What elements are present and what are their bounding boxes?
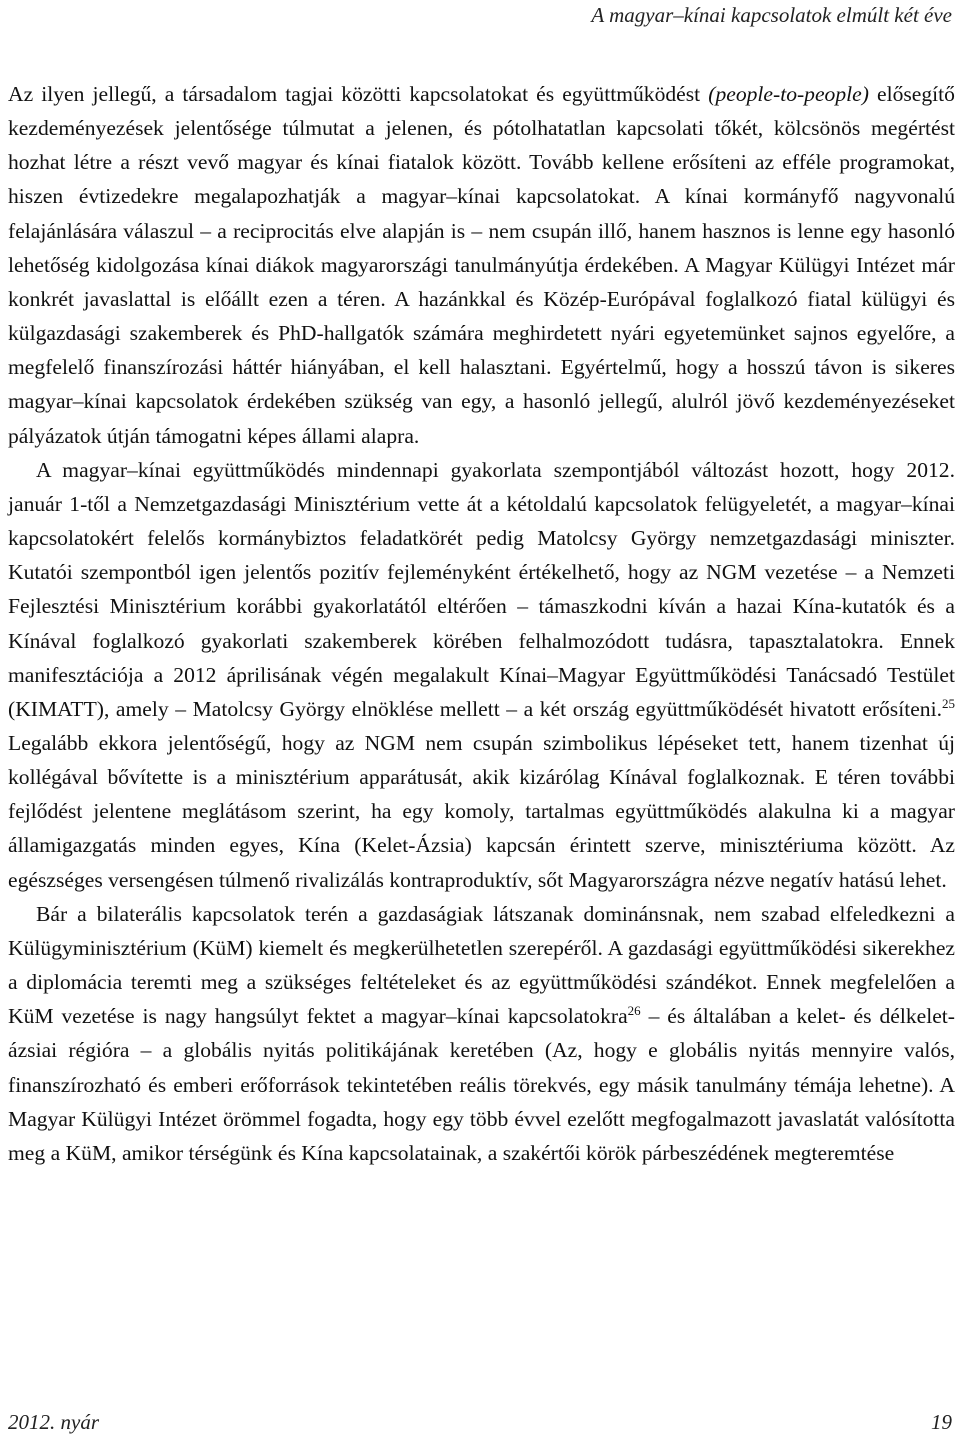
footer-issue: 2012. nyár [8,1410,99,1434]
paragraph-3-text-a: Bár a bilaterális kapcsolatok terén a gazdaságiak látszanak dominánsnak, nem szabad elfeledkezni a Külügyminisztérium (KüM) kiemelt és megkerülhetetlen szerepéről. A gazdasági együttműködési sikerekhez a diplomácia teremti meg a szükséges feltételeket és az együttműködési szándékot. Ennek megfelelően a KüM vezetése is nagy hangsúlyt fektet a magyar–kínai kapcsolatokra [8,901,955,1029]
footnote-ref-26: 26 [627,1003,641,1019]
paragraph-1-text-a: Az ilyen jellegű, a társadalom tagjai közötti kapcsolatokat és együttműködést [8,82,709,106]
paragraph-2-text-a: A magyar–kínai együttműködés mindennapi gyakorlata szempontjából változást hozott, hogy 2012. január 1-től a Nemzetgazdasági Minisztérium vette át a kétoldalú kapcsolatok felügyeletét, a magyar–kínai kapcsolatokért felelős kormánybiztos feladatkörét pedig Matolcsy György nemzetgazdasági miniszter. Kutatói szempontból igen jelentős pozitív fejleményként értékelhető, hogy az NGM vezetése – a Nemzeti Fejlesztési Minisztérium korábbi gyakorlatától eltérően – támaszkodni kíván a hazai Kína-kutatók és a Kínával foglalkozó gyakorlati szakemberek körében felhalmozódott tudásra, tapasztalatokra. Ennek manifesztációja a 2012 áprilisának végén megalakult Kínai–Magyar Együttműködési Tanácsadó Testület (KIMATT), amely – Matolcsy György elnöklése mellett – a két ország együttműködését hivatott erősíteni. [8,457,955,721]
paragraph-2 [8,453,955,897]
footnote-ref-25: 25 [942,695,955,711]
paragraph-1-text-b: elősegítő kezdeményezések jelentősége túlmutat a jelenen, és pótolhatatlan kapcsolati tőkét, kölcsönös megértést hozhat létre a részt vevő magyar és kínai fiatalok között. Tovább kellene erősíteni az efféle programokat, hiszen évtizedekre megalapozhatják a magyar–kínai kapcsolatokat. A kínai kormányfő nagyvonalú felajánlására válaszul – a reciprocitás elve alapján is – nem csupán illő, hanem hasznos is lenne egy hasonló lehetőség kidolgozása kínai diákok magyarországi tanulmányútja érdekében. A Magyar Külügyi Intézet már konkrét javaslattal is előállt ezen a téren. A hazánkkal és Közép-Európával foglalkozó fiatal külügyi és külgazdasági szakemberek és PhD-hallgatók számára meghirdetett nyári egyetemünket sajnos egyelőre, a megfelelő finanszírozási háttér hiányában, el kell halasztani. Egyértelmű, hogy a hosszú távon is sikeres magyar–kínai kapcsolatok érdekében szükség van egy, a hasonló jellegű, alulról jövő kezdeményezéseket pályázatok útján támogatni képes állami alapra. [8,82,955,448]
article-body [8,77,955,1170]
paragraph-3-text-b: – és általában a kelet- és délkelet-ázsiai régióra – a globális nyitás politikájának keretében (Az, hogy e globális nyitás mennyire valós, finanszírozható és emberi erőforrások tekintetében reális törekvés, egy másik tanulmány témája lehetne). A Magyar Külügyi Intézet örömmel fogadta, hogy egy több évvel ezelőtt megfogalmazott javaslatát valósította meg a KüM, amikor térségünk és Kína kapcsolatainak, a szakértői körök párbeszédének megteremtése [8,1004,955,1165]
footer-page-number: 19 [931,1410,952,1434]
running-header: A magyar–kínai kapcsolatok elmúlt két éve [591,3,952,27]
paragraph-1 [8,77,955,453]
paragraph-1-italic-term: (people-to-people) [708,82,869,106]
paragraph-2-text-b: Legalább ekkora jelentőségű, hogy az NGM nem csupán szimbolikus lépéseket tett, hanem tizenhat új kollégával bővítette is a minisztérium apparátusát, akik kizárólag Kínával foglalkoznak. E téren további fejlődést jelentene meglátásom szerint, ha egy komoly, tartalmas együttműködés alakulna ki a magyar államigazgatás minden egyes, Kína (Kelet-Ázsia) kapcsán érintett szerve, minisztériuma között. Az egészséges versengésen túlmenő rivalizálás kontraproduktív, sőt Magyarországra nézve negatív hatású lehet. [8,730,955,892]
paragraph-3 [8,897,955,1170]
